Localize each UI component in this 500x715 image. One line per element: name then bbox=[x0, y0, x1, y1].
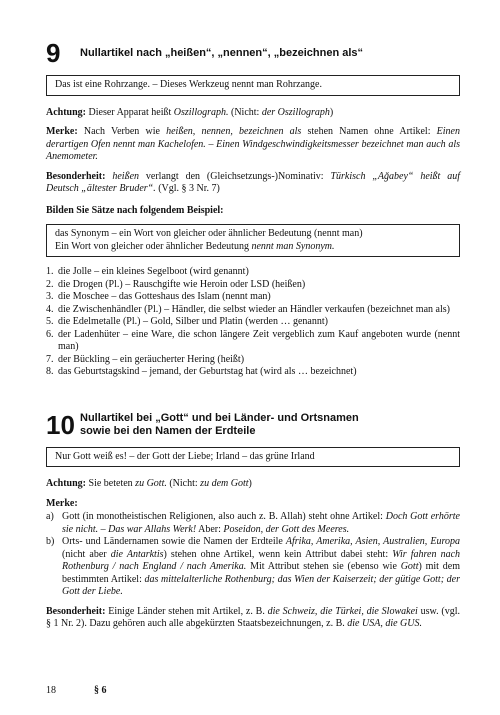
item-number: 4. bbox=[46, 303, 54, 315]
example-italic: nennt man Synonym. bbox=[251, 240, 335, 252]
exercise-list bbox=[46, 266, 460, 379]
list-item bbox=[46, 536, 460, 599]
example-text: Ein Wort von gleicher oder ähnlicher Bedeutung bbox=[55, 240, 252, 252]
note-italic: die Antarktis bbox=[110, 548, 164, 560]
list-item bbox=[46, 329, 460, 354]
note-text: stehen Namen ohne Artikel: bbox=[301, 126, 437, 137]
besonderheit-note bbox=[46, 606, 460, 631]
note-italic: die USA, die GUS. bbox=[347, 618, 422, 629]
section-9-heading bbox=[46, 40, 460, 66]
note-text: usw. (vgl. § 1 Nr. 2). Dazu gehören auch alle abgekürzten Staatsbezeichnungen, z. B. bbox=[46, 605, 460, 629]
merke-label: Merke: bbox=[46, 126, 78, 137]
note-text: Einige Länder stehen mit Artikel, z. B. bbox=[108, 605, 268, 617]
page-footer bbox=[46, 685, 107, 696]
note-text: ) bbox=[248, 478, 252, 489]
item-text: die Moschee – das Gotteshaus des Islam (nennt man) bbox=[58, 291, 271, 302]
section-10-heading bbox=[46, 409, 460, 440]
note-text: ) mit dem bestimmten Artikel: bbox=[62, 561, 460, 585]
merke-note bbox=[46, 126, 460, 164]
example-line-2 bbox=[55, 241, 451, 254]
note-text: (Nicht: bbox=[228, 106, 262, 118]
besonderheit-note bbox=[46, 171, 460, 196]
item-number: 6. bbox=[46, 328, 54, 340]
note-text: ) stehen ohne Artikel, wenn kein Attribut dabei steht: bbox=[163, 548, 393, 560]
section-title bbox=[80, 412, 359, 438]
section-title: Nullartikel nach „heißen“, „nennen“, „bezeichnen als“ bbox=[80, 46, 364, 59]
besonderheit-label: Besonderheit: bbox=[46, 605, 106, 617]
note-italic: zu Gott. bbox=[135, 478, 167, 489]
item-text bbox=[62, 536, 460, 599]
section-number: 9 bbox=[46, 38, 61, 68]
list-item bbox=[46, 279, 460, 292]
note-italic: Oszillograph. bbox=[173, 106, 229, 118]
item-marker: a) bbox=[46, 511, 54, 522]
note-text: Dieser Apparat heißt bbox=[88, 106, 174, 118]
besonderheit-label: Besonderheit: bbox=[46, 170, 106, 182]
item-text: die Jolle – ein kleines Segelboot (wird genannt) bbox=[58, 266, 249, 277]
note-italic: Afrika, Amerika, Asien, Australien, Europa bbox=[285, 536, 460, 547]
list-item bbox=[46, 511, 460, 536]
item-number: 8. bbox=[46, 366, 54, 377]
achtung-label: Achtung: bbox=[46, 478, 87, 489]
title-line: sowie bei den Namen der Erdteile bbox=[80, 424, 256, 437]
note-text: Sie beteten bbox=[88, 478, 136, 489]
list-item bbox=[46, 354, 460, 367]
example-box bbox=[46, 75, 460, 96]
item-number: 5. bbox=[46, 316, 54, 327]
note-text: Nach Verben wie bbox=[83, 126, 167, 137]
item-number: 7. bbox=[46, 353, 54, 365]
section-number: 10 bbox=[46, 409, 75, 440]
exercise-example-box bbox=[46, 224, 460, 257]
item-text: das Geburtstagskind – jemand, der Geburtstag hat (wird als … bezeichnet) bbox=[58, 366, 357, 377]
list-item bbox=[46, 304, 460, 317]
example-line-1: das Synonym – ein Wort von gleicher oder ähnlicher Bedeutung (nennt man) bbox=[55, 228, 363, 239]
note-text: (Vgl. § 3 Nr. 7) bbox=[155, 183, 220, 194]
note-italic: Gott bbox=[400, 561, 419, 572]
achtung-label: Achtung: bbox=[46, 106, 87, 118]
exercise-instruction: Bilden Sie Sätze nach folgendem Beispiel: bbox=[46, 204, 224, 216]
note-italic: die Schweiz, die Türkei, die Slowakei bbox=[267, 605, 418, 617]
list-item bbox=[46, 316, 460, 329]
item-text bbox=[62, 511, 460, 536]
list-item bbox=[46, 266, 460, 279]
note-italic: heißen bbox=[112, 170, 140, 182]
note-italic: Poseidon, der Gott des Meeres. bbox=[223, 523, 350, 535]
item-number: 3. bbox=[46, 291, 54, 302]
note-italic: der Oszillograph bbox=[261, 106, 330, 118]
spacer bbox=[46, 384, 460, 412]
title-line: Nullartikel bei „Gott“ und bei Länder- und Ortsnamen bbox=[80, 411, 359, 424]
note-italic: Wir fahren nach Rothenburg / nach England / nach Amerika. bbox=[62, 548, 461, 572]
item-text: der Bückling – ein geräucherter Hering (heißt) bbox=[58, 353, 245, 365]
item-marker: b) bbox=[46, 536, 55, 547]
note-italic: heißen, nennen, bezeichnen als bbox=[166, 126, 302, 137]
item-text: die Zwischenhändler (Pl.) – Händler, die selbst wieder an Händler verkaufen (bezeichnet man als) bbox=[58, 303, 450, 315]
merke-label: Merke: bbox=[46, 497, 78, 509]
example-text: Nur Gott weiß es! – der Gott der Liebe; Irland – das grüne Irland bbox=[55, 450, 315, 462]
achtung-note bbox=[46, 478, 460, 491]
item-text: der Ladenhüter – eine Ware, die schon längere Zeit vergeblich zum Kauf angeboten wurde (nennt man) bbox=[58, 328, 460, 352]
note-text: Aber: bbox=[196, 523, 224, 535]
achtung-note bbox=[46, 107, 460, 120]
merke-list bbox=[46, 511, 460, 599]
note-italic: zu dem Gott bbox=[200, 478, 249, 489]
item-text: die Drogen (Pl.) – Rauschgifte wie Heroin oder LSD (heißen) bbox=[58, 278, 306, 290]
note-italic: Doch Gott erhörte sie nicht. – Das war Allahs Werk! bbox=[62, 511, 460, 535]
list-item bbox=[46, 291, 460, 304]
note-text: (nicht aber bbox=[62, 548, 111, 560]
note-text: verlangt den (Gleichsetzungs-)Nominativ: bbox=[139, 170, 331, 182]
note-text: Orts- und Ländernamen sowie die Namen der Erdteile bbox=[62, 536, 286, 547]
item-number: 2. bbox=[46, 278, 54, 290]
note-text: Mit Attribut stehen sie (ebenso wie bbox=[246, 561, 401, 572]
note-text: ) bbox=[329, 106, 334, 118]
note-text: Gott (in monotheistischen Religionen, also auch z. B. Allah) steht ohne Artikel: bbox=[62, 511, 386, 522]
note-italic: Einen derartigen Ofen nennt man Kachelofen. – Einen Windgeschwindigkeitsmesser bezeichnet man auch als Anemometer. bbox=[46, 126, 460, 162]
example-text: Das ist eine Rohrzange. – Dieses Werkzeug nennt man Rohrzange. bbox=[55, 79, 322, 90]
page-number: 18 bbox=[46, 685, 56, 696]
note-text: (Nicht: bbox=[166, 478, 201, 489]
item-number: 1. bbox=[46, 266, 54, 277]
paragraph-reference: § 6 bbox=[94, 685, 107, 696]
note-italic: Türkisch „Ağabey“ heißt auf Deutsch „ältester Bruder“. bbox=[46, 170, 461, 194]
item-text: die Edelmetalle (Pl.) – Gold, Silber und Platin (werden … genannt) bbox=[58, 316, 328, 327]
note-italic: das mittelalterliche Rothenburg; das Wien der Kaiserzeit; der gütige Gott; der Gott der Liebe. bbox=[62, 573, 461, 597]
list-item bbox=[46, 366, 460, 379]
example-box bbox=[46, 447, 460, 468]
